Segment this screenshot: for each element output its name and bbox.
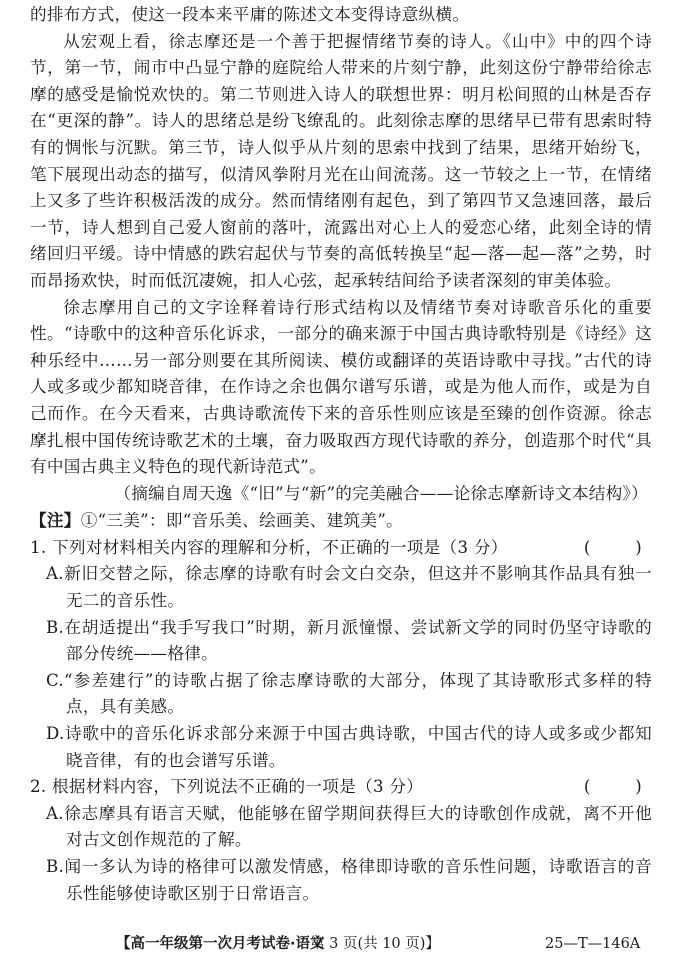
option-text: “参差建行”的诗歌占据了徐志摩诗歌的大部分，体现了其诗歌形式多样的特点，具有美感。 bbox=[63, 670, 652, 717]
option-text: 在胡适提出“我手写我口”时期，新月派憧憬、尝试新文学的同时仍坚守诗歌的部分传统——格律。 bbox=[64, 617, 652, 664]
note-text: ①“三美”：即“音乐美、绘画美、建筑美”。 bbox=[80, 511, 404, 531]
page-content bbox=[30, 2, 652, 907]
question-1 bbox=[30, 535, 652, 774]
question-stem-text: 1. 下列对材料相关内容的理解和分析，不正确的一项是（3 分） bbox=[30, 537, 508, 557]
question-2 bbox=[30, 774, 652, 907]
question-stem bbox=[30, 774, 652, 801]
footer-exam-code: 25—T—146A bbox=[545, 936, 641, 952]
question-stem-text: 2. 根据材料内容，下列说法不正确的一项是（3 分） bbox=[30, 777, 424, 797]
option-text: 诗歌中的音乐化诉求部分来源于中国古典诗歌，中国古代的诗人或多或少都知晓音律，有的也会谱写乐谱。 bbox=[64, 724, 652, 770]
footer-exam-title: 【高一年级第一次月考试卷·语文 bbox=[116, 936, 325, 952]
footer-page-number: 第 3 页(共 10 页)】 bbox=[310, 936, 440, 952]
option-letter: C. bbox=[46, 670, 64, 690]
passage-paragraph-2: 徐志摩用自己的文字诠释着诗行形式结构以及情绪节奏对诗歌音乐化的重要性。“诗歌中的这种音乐化诉求，一部分的确来源于中国古典诗歌特别是《诗经》这种乐经中……另一部分则要在其所阅读、模仿或翻译的英语诗歌中寻找。”古代的诗人或多或少都知晓音律，在作诗之余也偶尔谱写乐谱，或是为他人而作，或是为自己而作。在今天看来，古典诗歌流传下来的音乐性则应该是至臻的创作资源。徐志摩扎根中国传统诗歌艺术的土壤，奋力吸取西方现代诗歌的养分，创造那个时代“具有中国古典主义特色的现代新诗范式”。 bbox=[30, 297, 652, 477]
option-text: 新旧交替之际，徐志摩的诗歌有时会文白交杂，但这并不影响其作品具有独一无二的音乐性。 bbox=[63, 564, 652, 611]
option-text: 闻一多认为诗的格律可以激发情感，格律即诗歌的音乐性问题，诗歌语言的音乐性能够使诗歌区别于日常语言。 bbox=[64, 857, 652, 903]
option-letter: D. bbox=[46, 724, 65, 744]
option-d bbox=[30, 721, 652, 774]
option-text: 徐志摩具有语言天赋，他能够在留学期间获得巨大的诗歌创作成就，离不开他对古文创作规范的了解。 bbox=[63, 803, 652, 850]
note-label: 【注】 bbox=[30, 510, 81, 531]
option-letter: A. bbox=[46, 803, 64, 823]
option-a bbox=[30, 801, 652, 854]
option-letter: A. bbox=[46, 564, 64, 584]
option-c bbox=[30, 668, 652, 721]
option-a bbox=[30, 561, 652, 614]
answer-blank: ( ) bbox=[583, 537, 642, 557]
passage-source: （摘编自周天逸《“旧”与“新”的完美融合——论徐志摩新诗文本结构》） bbox=[114, 483, 648, 503]
passage-paragraph-1: 从宏观上看，徐志摩还是一个善于把握情绪节奏的诗人。《山中》中的四个诗节，第一节，闹市中凸显宁静的庭院给人带来的片刻宁静，此刻这份宁静带给徐志摩的感受是愉悦欢快的。第二节则进入诗人的联想世界：明月松间照的山林是否存在“更深的静”。诗人的思绪总是纷飞缭乱的。此刻徐志摩的思绪早已带有思索时特有的惆怅与沉默。第三节，诗人似乎从片刻的思索中找到了结果，思绪开始纷飞，笔下展现出动态的描写，似清风拳附月光在山间流荡。这一节较之上一节，在情绪上又多了些许积极活泼的成分。然而情绪刚有起色，到了第四节又急速回落，最后一节，诗人想到自己爱人窗前的落叶，流露出对心上人的爱恋心绪，此刻全诗的情绪回归平缓。诗中情感的跌宕起伏与节奏的高低转换呈“起—落—起—落”之势，时而昂扬欢快，时而低沉凄婉，扣人心弦，起承转结间给予读者深刻的审美体验。 bbox=[30, 31, 652, 290]
option-b bbox=[30, 615, 652, 668]
option-b bbox=[30, 854, 652, 907]
option-letter: B. bbox=[46, 617, 65, 637]
note bbox=[30, 507, 652, 535]
answer-blank: ( ) bbox=[583, 777, 642, 797]
option-letter: B. bbox=[46, 857, 65, 876]
question-stem bbox=[30, 535, 652, 562]
passage-paragraph-0: 的排布方式，使这一段本来平庸的陈述文本变得诗意纵横。 bbox=[30, 5, 470, 24]
